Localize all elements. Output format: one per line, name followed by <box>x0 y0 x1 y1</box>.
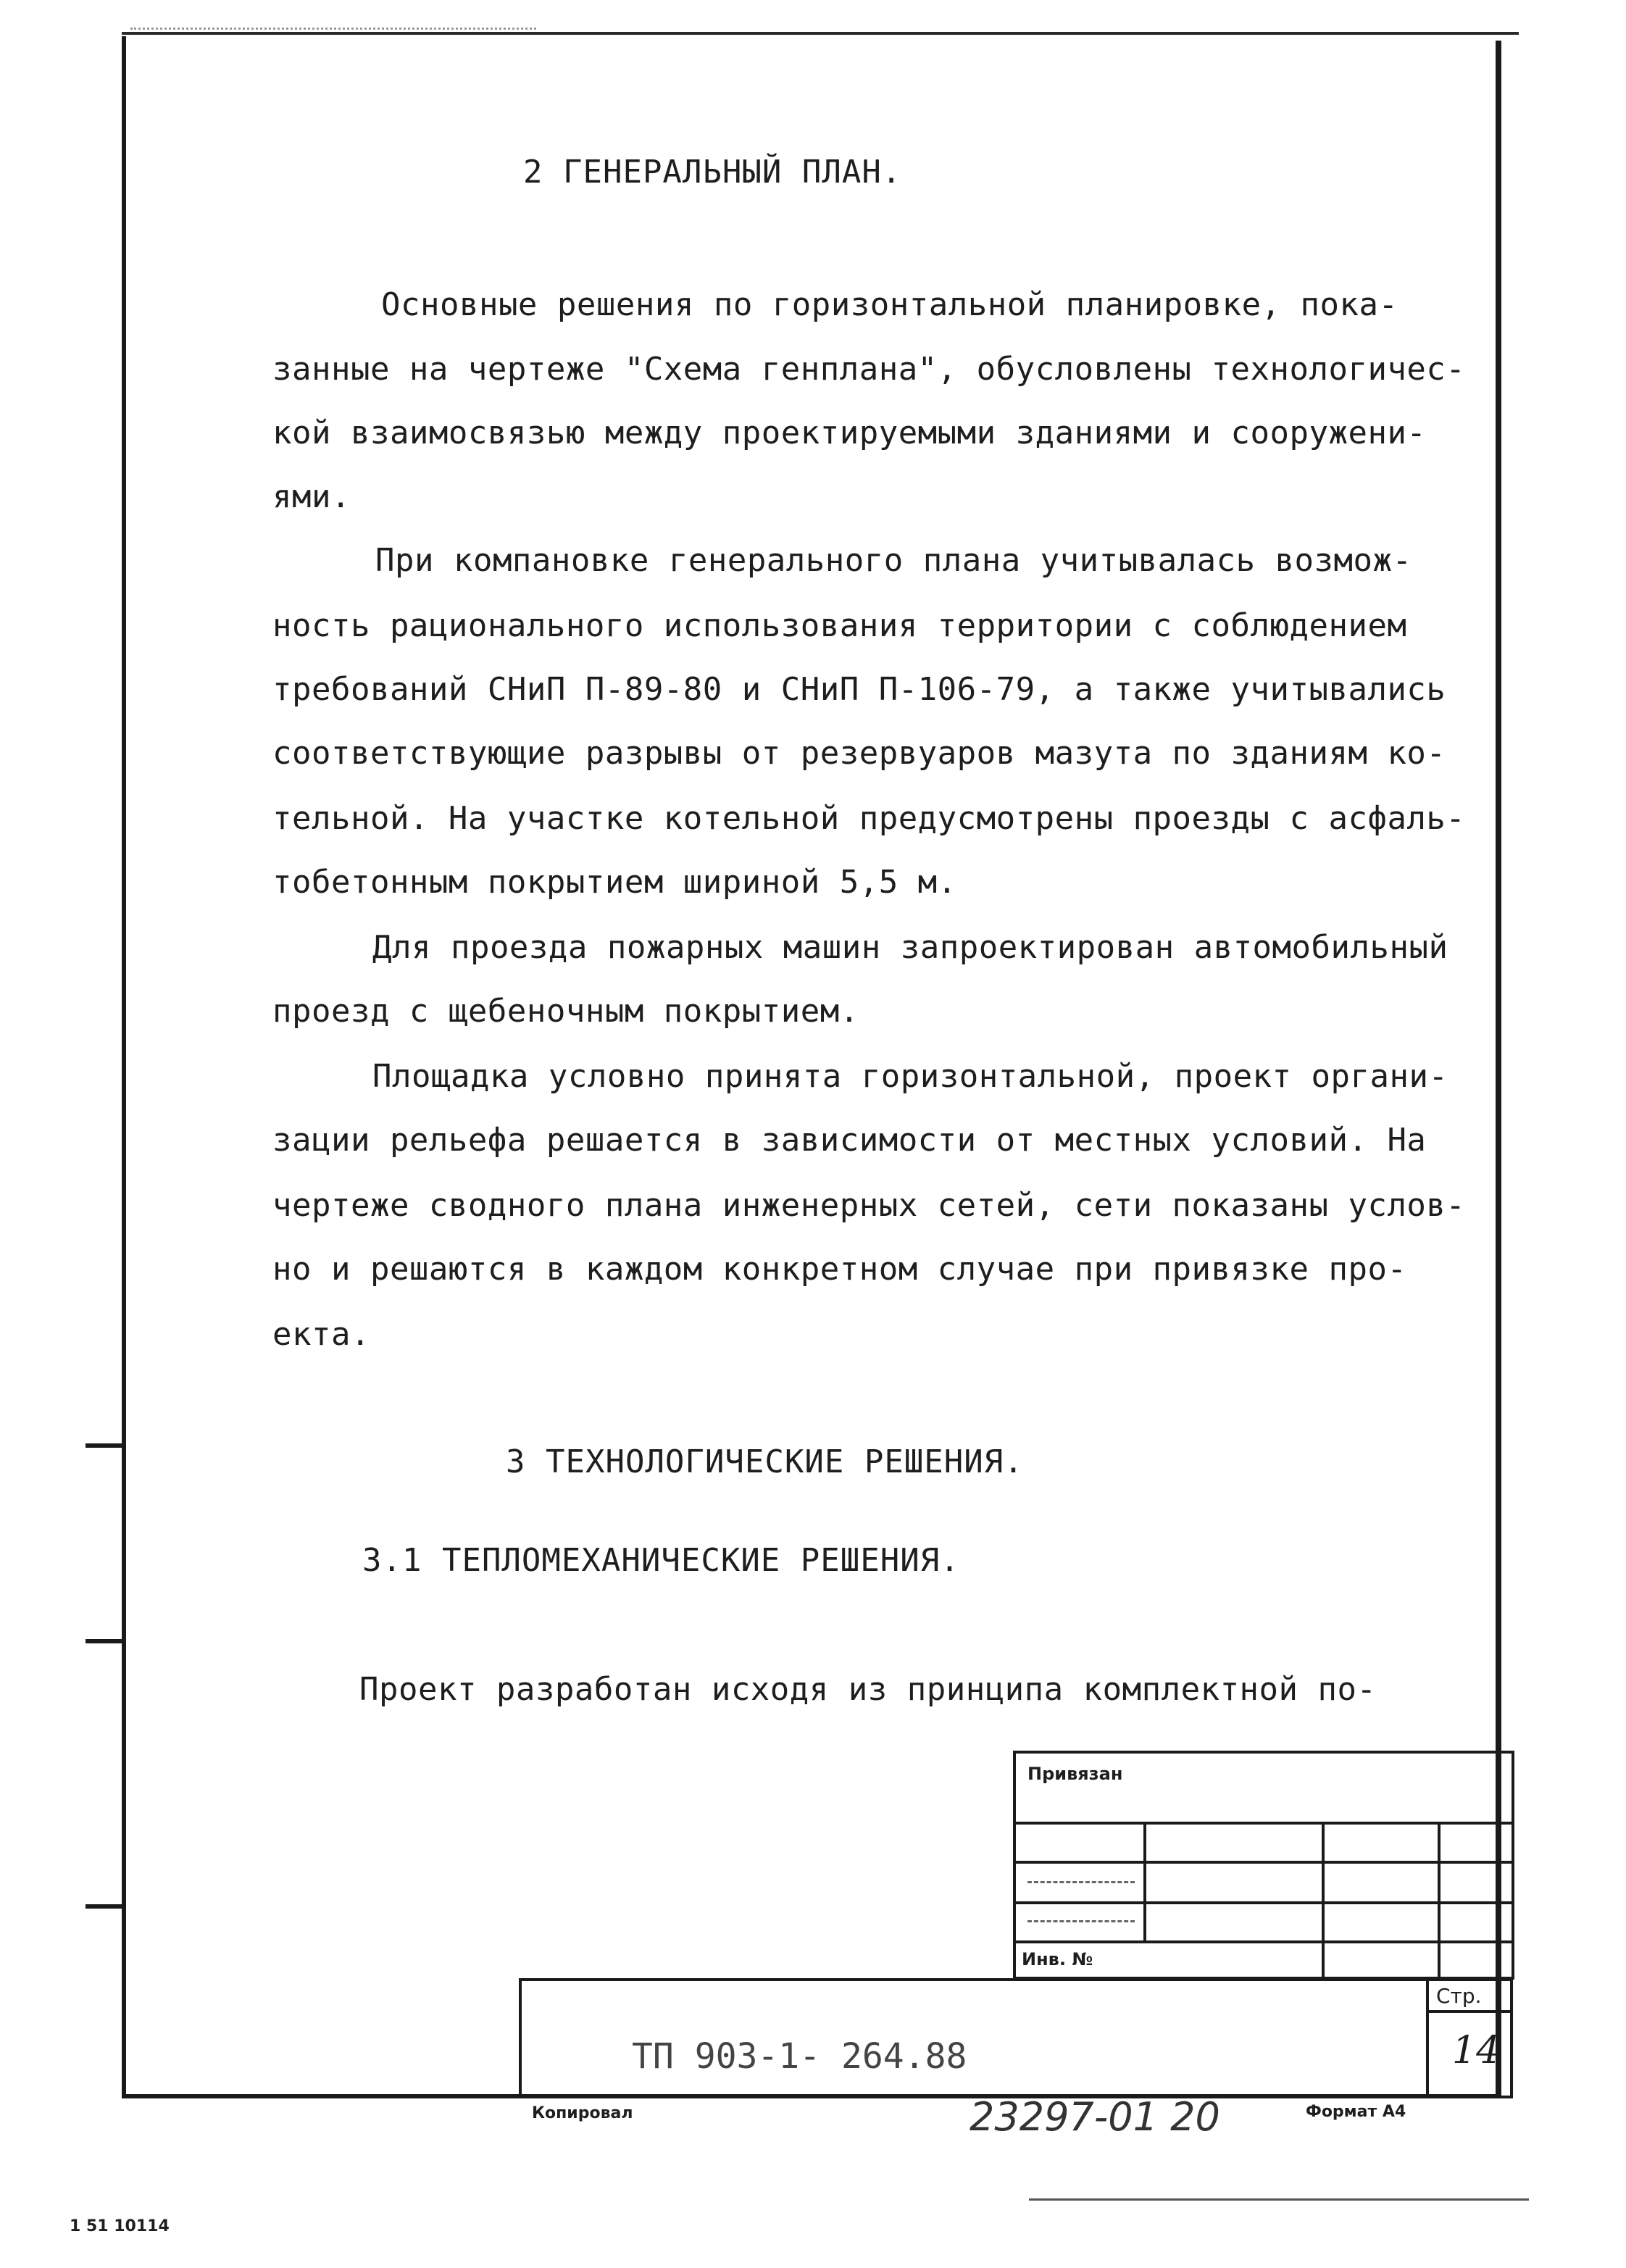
stamp-dashed-line <box>1027 1881 1135 1883</box>
bottom-rule <box>1029 2198 1529 2201</box>
stamp-grid-line <box>1438 1823 1441 1978</box>
text-line: Для проезда пожарных машин запроектирован автомобильный <box>372 929 1448 966</box>
text-line: проезд с щебеночным покрытием. <box>272 993 859 1030</box>
page-number: 14 <box>1452 2029 1501 2072</box>
page-label: Стр. <box>1436 1984 1482 2008</box>
stamp-grid-line <box>1143 1823 1146 1942</box>
text-line: Площадка условно принята горизонтальной, проект органи- <box>372 1058 1448 1095</box>
inv-no-label: Инв. № <box>1022 1949 1093 1969</box>
print-code: 1 51 10114 <box>70 2217 170 2235</box>
kopiroval-label: Копировал <box>532 2104 633 2122</box>
stamp-dashed-line <box>1027 1920 1135 1922</box>
top-edge-dots <box>130 28 536 31</box>
text-line: Основные решения по горизонтальной планировке, пока- <box>381 286 1398 323</box>
order-number: 23297-01 20 <box>970 2094 1220 2140</box>
text-line: зации рельефа решается в зависимости от местных условий. На <box>272 1122 1427 1159</box>
frame-left-border <box>122 36 126 2098</box>
text-line: ность рационального использования территории с соблюдением <box>272 607 1407 644</box>
binding-tick-mark <box>86 1904 123 1909</box>
text-line: соответствующие разрывы от резервуаров мазута по зданиям ко- <box>272 735 1446 772</box>
binding-tick-mark <box>86 1639 123 1643</box>
stamp-grid-line <box>1322 1823 1325 1978</box>
text-line: тобетонным покрытием шириной 5,5 м. <box>272 864 957 901</box>
text-line: но и решаются в каждом конкретном случае при привязке про- <box>272 1251 1407 1288</box>
stamp-grid-line <box>1426 1980 1429 2097</box>
text-line: чертеже сводного плана инженерных сетей, сети показаны услов- <box>272 1187 1466 1224</box>
text-line: кой взаимосвязью между проектируемыми зданиями и сооружени- <box>272 414 1427 451</box>
text-line: При компановке генерального плана учитывалась возмож- <box>375 542 1412 579</box>
binding-tick-mark <box>86 1443 123 1448</box>
text-line: Проект разработан исходя из принципа комплектной по- <box>359 1671 1377 1708</box>
document-code: ТП 903-1- 264.88 <box>632 2036 967 2077</box>
text-line: тельной. На участке котельной предусмотрены проезды с асфаль- <box>272 800 1466 837</box>
text-line: екта. <box>272 1316 370 1353</box>
section-3-1-title: 3.1 ТЕПЛОМЕХАНИЧЕСКИЕ РЕШЕНИЯ. <box>362 1542 960 1579</box>
privyazan-label: Привязан <box>1027 1764 1123 1784</box>
section-2-title: 2 ГЕНЕРАЛЬНЫЙ ПЛАН. <box>523 154 902 191</box>
stamp-grid-line <box>1426 2010 1513 2013</box>
text-line: требований СНиП П-89-80 и СНиП П-106-79, а также учитывались <box>272 671 1446 708</box>
text-line: занные на чертеже "Схема генплана", обусловлены технологичес- <box>272 351 1466 388</box>
format-label: Формат А4 <box>1306 2103 1406 2121</box>
frame-top-border <box>122 32 1519 35</box>
section-3-title: 3 ТЕХНОЛОГИЧЕСКИЕ РЕШЕНИЯ. <box>506 1443 1024 1480</box>
text-line: ями. <box>272 478 351 515</box>
